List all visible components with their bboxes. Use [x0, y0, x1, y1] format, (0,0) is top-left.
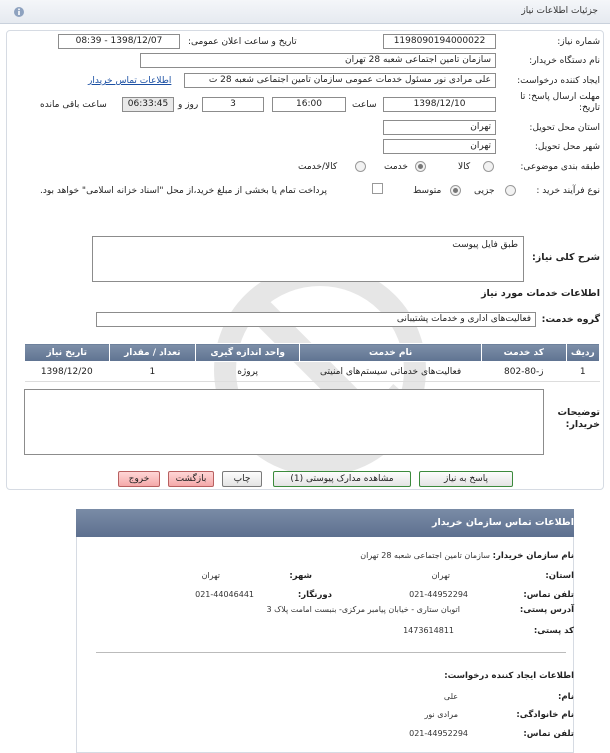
title-bar — [0, 0, 610, 24]
buyer-contact-link[interactable]: اطلاعات تماس خریدار — [88, 76, 172, 86]
contact-fax-label: دورنگار: — [297, 590, 332, 600]
contact-phone-value: 021-44952294 — [409, 590, 468, 599]
deadline-date-field: 1398/12/10 — [383, 97, 496, 112]
remaining-time-field: 06:33:45 — [122, 97, 174, 112]
creator-family-value: مرادی نور — [424, 710, 458, 719]
back-button[interactable]: بازگشت — [168, 471, 214, 487]
process-option-medium: متوسط — [413, 186, 442, 196]
service-group-label: گروه خدمت: — [541, 314, 600, 325]
creator-family-label: نام خانوادگی: — [516, 710, 574, 720]
deadline-label: مهلت ارسال پاسخ: تا تاریخ: — [520, 92, 600, 113]
contact-city-value: تهران — [201, 571, 220, 580]
announce-label: تاریخ و ساعت اعلان عمومی: — [188, 37, 297, 47]
description-text: طبق فایل پیوست — [452, 240, 518, 250]
col-unit: واحد اندازه گیری — [196, 344, 300, 362]
contact-postal-value: 1473614811 — [403, 626, 454, 635]
contact-province-value: تهران — [431, 571, 450, 580]
need-number-field: 1198090194000022 — [383, 34, 496, 49]
process-label: نوع فرآیند خرید : — [536, 186, 600, 196]
category-radio-service[interactable] — [415, 161, 426, 172]
creator-label: ایجاد کننده درخواست: — [517, 76, 600, 86]
cell-qty: 1 — [109, 362, 196, 382]
description-area — [92, 236, 524, 282]
org-name-label: نام سازمان خریدار: — [492, 551, 574, 561]
col-date: تاریخ نیاز — [25, 344, 110, 362]
attachments-button[interactable]: مشاهده مدارک پیوستی (1) — [273, 471, 411, 487]
category-radio-both[interactable] — [355, 161, 366, 172]
days-field: 3 — [202, 97, 264, 112]
org-name-value: سازمان تامین اجتماعی شعبه 28 تهران — [360, 551, 490, 560]
province-label: استان محل تحویل: — [529, 123, 600, 133]
buyer-org-field: سازمان تامین اجتماعی شعبه 28 تهران — [140, 53, 496, 68]
remaining-label: ساعت باقی مانده — [40, 100, 107, 110]
cell-date: 1398/12/20 — [25, 362, 110, 382]
category-radio-goods[interactable] — [483, 161, 494, 172]
services-title: اطلاعات خدمات مورد نیاز — [481, 288, 600, 299]
contact-phone-label: تلفن تماس: — [523, 590, 574, 600]
info-icon — [13, 6, 25, 18]
table-header-row — [25, 344, 600, 362]
creator-name-value: علی — [443, 692, 458, 701]
creator-field: علی مرادی نور مسئول خدمات عمومی سازمان تامین اجتماعی شعبه 28 ت — [184, 73, 496, 88]
panel-divider — [96, 652, 566, 653]
process-radio-medium[interactable] — [450, 185, 461, 196]
contact-address-value: اتوبان ستاری - خیابان پیامبر مرکزی- بنبست امامت پلاک 3 — [266, 605, 460, 614]
city-label: شهر محل تحویل: — [534, 142, 600, 152]
category-option-goods: کالا — [458, 162, 471, 172]
cell-name: فعالیت‌های خدماتی سیستم‌های امنیتی — [300, 362, 482, 382]
need-number-label: شماره نیاز: — [557, 37, 600, 47]
treasury-checkbox[interactable] — [372, 183, 383, 194]
province-field: تهران — [383, 120, 496, 135]
announce-field: 1398/12/07 - 08:39 — [58, 34, 180, 49]
reply-button[interactable]: پاسخ به نیاز — [419, 471, 513, 487]
category-option-both: کالا/خدمت — [298, 162, 338, 172]
creator-section-title: اطلاعات ایجاد کننده درخواست: — [444, 671, 574, 681]
time-label: ساعت — [352, 100, 377, 110]
services-table — [24, 343, 600, 382]
deadline-time-field: 16:00 — [272, 97, 346, 112]
contact-postal-label: کد پستی: — [533, 626, 574, 636]
cell-code: ز-80-802 — [482, 362, 566, 382]
col-code: کد خدمت — [482, 344, 566, 362]
buyer-contact-panel — [76, 509, 574, 753]
process-radio-minor[interactable] — [505, 185, 516, 196]
col-qty: تعداد / مقدار — [109, 344, 196, 362]
buyer-contact-panel-title: اطلاعات تماس سازمان خریدار — [431, 517, 574, 528]
process-option-minor: جزیی — [474, 186, 495, 196]
creator-name-label: نام: — [557, 692, 574, 702]
contact-province-label: استان: — [545, 571, 574, 581]
buyer-notes-area — [24, 389, 544, 455]
description-label: شرح کلی نیاز: — [531, 252, 600, 263]
col-name: نام خدمت — [300, 344, 482, 362]
contact-fax-value: 021-44046441 — [195, 590, 254, 599]
col-row: ردیف — [566, 344, 599, 362]
buyer-notes-label: توضیحات خریدار: — [557, 407, 600, 430]
page-title: جزئیات اطلاعات نیاز — [521, 6, 598, 16]
service-group-field: فعالیت‌های اداری و خدمات پشتیبانی — [96, 312, 536, 327]
contact-address-label: آدرس پستی: — [519, 605, 574, 615]
days-label: روز و — [178, 100, 199, 110]
contact-city-label: شهر: — [289, 571, 312, 581]
city-field: تهران — [383, 139, 496, 154]
exit-button[interactable]: خروج — [118, 471, 160, 487]
print-button[interactable]: چاپ — [222, 471, 262, 487]
buyer-org-label: نام دستگاه خریدار: — [529, 56, 600, 66]
treasury-note: پرداخت تمام یا بخشی از مبلغ خرید،از محل "اسناد خزانه اسلامی" خواهد بود. — [40, 186, 328, 196]
cell-unit: پروژه — [196, 362, 300, 382]
creator-phone-label: تلفن تماس: — [523, 729, 574, 739]
table-row — [25, 362, 600, 382]
category-label: طبقه بندی موضوعی: — [520, 162, 600, 172]
creator-phone-value: 021-44952294 — [409, 729, 468, 738]
category-option-service: خدمت — [384, 162, 408, 172]
cell-row: 1 — [566, 362, 599, 382]
